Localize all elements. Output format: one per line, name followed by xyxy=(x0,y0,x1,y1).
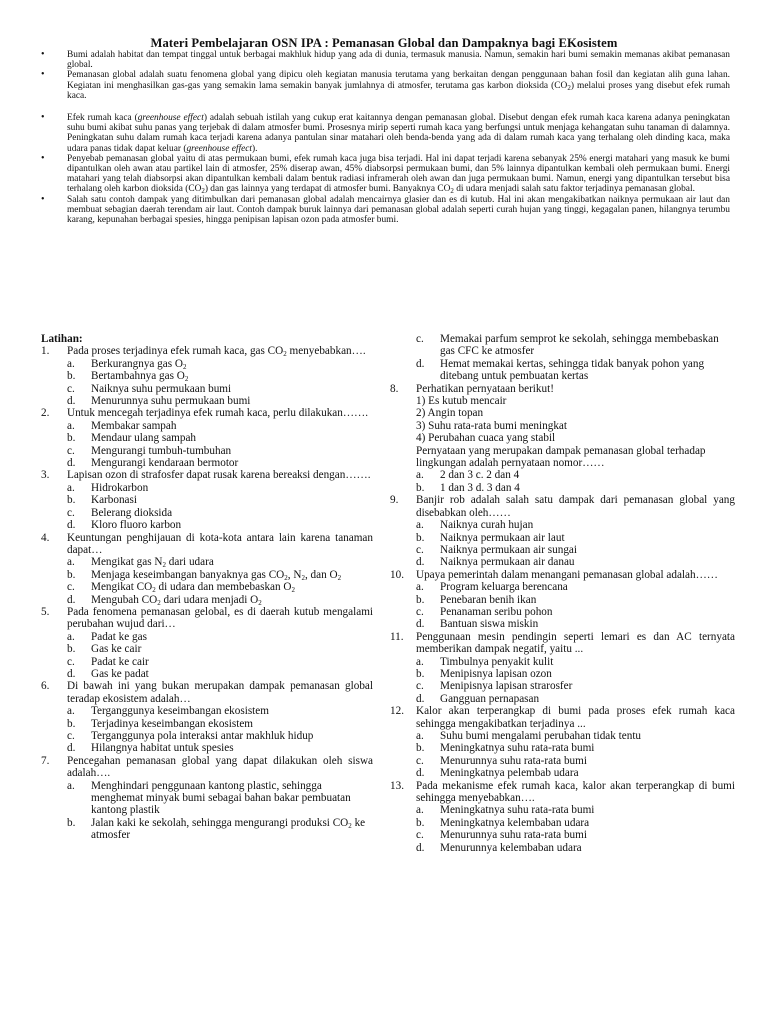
question-number: 1. xyxy=(41,345,50,358)
option-text: Jalan kaki ke sekolah, sehingga mengurangi produksi $CO_2$ ke atmosfer xyxy=(91,816,366,842)
option-text: Memakai parfum semprot ke sekolah, sehingga membebaskan gas CFC ke atmosfer xyxy=(440,333,719,358)
option-letter: a. xyxy=(416,581,424,594)
answer-option xyxy=(41,569,373,581)
option-letter: a. xyxy=(416,730,424,742)
option-text: Program keluarga berencana xyxy=(440,581,568,594)
answer-option xyxy=(41,395,373,407)
bullet-paragraph: • Pemanasan global adalah suatu fenomena global yang dipicu oleh kegiatan manusia terutama yang berkaitan dengan penggunaan bahan fosil dan kegiatan alih guna lahan. Kegiatan ini menghasilkan gas-gas yang semakin lama semakin banyak jumlahnya di atmosfer, terutama gas karbon dioksida $(CO_2)$ melalui proses yang disebut efek rumah kaca. xyxy=(40,70,730,101)
answer-option xyxy=(390,519,735,531)
material-bullet-list xyxy=(40,50,730,225)
answer-option xyxy=(41,668,373,680)
option-text: Meningkatnya pelembab udara xyxy=(440,767,579,780)
answer-option xyxy=(41,457,373,469)
question-number: 7. xyxy=(41,754,50,767)
option-letter: a. xyxy=(416,469,424,482)
question-number: 10. xyxy=(390,568,404,581)
answer-option xyxy=(41,643,373,655)
option-text: Mengurangi tumbuh-tumbuhan xyxy=(91,444,232,457)
option-letter: c. xyxy=(416,605,424,618)
option-text: Hidrokarbon xyxy=(91,481,149,494)
answer-option xyxy=(390,618,735,630)
question-text: Lapisan ozon di strafosfer dapat rusak karena bereaksi dengan……. xyxy=(67,469,371,482)
option-letter: b. xyxy=(416,816,425,829)
answer-option xyxy=(41,730,373,742)
option-letter: d. xyxy=(67,742,76,755)
question-item xyxy=(41,469,373,481)
answer-option xyxy=(390,556,735,568)
answer-option xyxy=(41,445,373,457)
question-text: Banjir rob adalah salah satu dampak dari pemanasan global yang disebabkan oleh…… xyxy=(416,494,735,519)
answer-option xyxy=(41,420,373,432)
question-item xyxy=(390,705,735,730)
option-text: Bertambahnya gas $O_2$ xyxy=(91,370,189,384)
answer-option xyxy=(390,482,735,494)
option-text: Kloro fluoro karbon xyxy=(91,519,182,532)
option-text: Berkurangnya gas $O_2$ xyxy=(91,357,187,371)
option-text: Membakar sampah xyxy=(91,419,177,432)
question-text: Keuntungan penghijauan di kota-kota antara lain karena tanaman dapat… xyxy=(67,531,373,556)
option-letter: c. xyxy=(416,754,424,767)
option-letter: c. xyxy=(416,680,424,693)
option-letter: d. xyxy=(67,395,76,408)
option-text: Mengubah $CO_2$ dari udara menjadi $O_2$ xyxy=(91,593,262,607)
statement-line: 1) Es kutub mencair xyxy=(416,395,507,408)
option-text: Gas ke padat xyxy=(91,667,149,680)
question-item xyxy=(41,532,373,557)
question-item xyxy=(41,755,373,780)
option-text: Terjadinya keseimbangan ekosistem xyxy=(91,717,254,730)
question-text: Kalor akan terperangkap di bumi pada proses efek rumah kaca sehingga mengakibatkan terjadinya ... xyxy=(416,705,735,730)
answer-option xyxy=(390,767,735,779)
option-letter: c. xyxy=(67,730,75,742)
question-number: 12. xyxy=(390,705,404,718)
option-letter: a. xyxy=(67,481,75,494)
answer-option xyxy=(41,631,373,643)
option-text: Padat ke cair xyxy=(91,655,149,668)
question-item xyxy=(390,780,735,805)
option-letter: b. xyxy=(416,742,425,755)
answer-option xyxy=(41,780,373,817)
option-letter: c. xyxy=(416,829,424,842)
answer-option xyxy=(390,358,735,383)
option-letter: c. xyxy=(67,655,75,668)
option-letter: a. xyxy=(67,779,75,792)
option-text: Mengikat gas $N_2$ dari udara xyxy=(91,556,214,570)
option-text: Mendaur ulang sampah xyxy=(91,432,197,445)
option-letter: b. xyxy=(67,568,76,581)
option-letter: b. xyxy=(67,370,76,383)
option-text: Menurunnya kelembaban udara xyxy=(440,841,582,854)
answer-option xyxy=(390,594,735,606)
option-letter: d. xyxy=(416,692,425,705)
answer-option xyxy=(390,680,735,692)
option-text: Naiknya permukaan air laut xyxy=(440,531,565,544)
bullet-paragraph: • Bumi adalah habitat dan tempat tinggal untuk berbagai makhluk hidup yang ada di dunia, termasuk manusia. Namun, semakin hari bumi semakin memanas akibat pemanasan global. xyxy=(40,50,730,70)
option-letter: d. xyxy=(416,841,425,854)
answer-option xyxy=(390,544,735,556)
option-letter: b. xyxy=(416,481,425,494)
option-letter: c. xyxy=(416,333,424,345)
option-letter: d. xyxy=(67,519,76,532)
option-text: Terganggunya pola interaksi antar makhluk hidup xyxy=(91,730,314,742)
option-text: Karbonasi xyxy=(91,494,137,507)
answer-option xyxy=(41,519,373,531)
question-prompt: Pernyataan yang merupakan dampak pemanasan global terhadap lingkungan adalah pernyataan nomor…… xyxy=(416,444,706,470)
option-text: 2 dan 3 c. 2 dan 4 xyxy=(440,469,520,482)
option-text: Suhu bumi mengalami perubahan tidak tentu xyxy=(440,730,642,742)
answer-option xyxy=(390,742,735,754)
question-number: 3. xyxy=(41,469,50,482)
option-letter: a. xyxy=(67,357,75,370)
answer-option xyxy=(41,817,373,842)
option-text: Timbulnya penyakit kulit xyxy=(440,655,554,668)
statement-line: 2) Angin topan xyxy=(416,407,484,420)
answer-option xyxy=(390,730,735,742)
option-letter: d. xyxy=(416,767,425,780)
question-item xyxy=(41,606,373,631)
question-text: Upaya pemerintah dalam menangani pemanasan global adalah…… xyxy=(416,568,718,581)
answer-option xyxy=(390,804,735,816)
question-number: 11. xyxy=(390,630,404,643)
answer-option xyxy=(41,594,373,606)
option-text: Menjaga keseimbangan banyaknya gas $CO_2$, $N_2$, dan $O_2$ xyxy=(91,568,342,582)
option-letter: a. xyxy=(416,655,424,668)
question-text: Perhatikan pernyataan berikut! xyxy=(416,382,554,395)
option-text: Meningkatnya kelembaban udara xyxy=(440,816,590,829)
option-letter: d. xyxy=(416,556,425,569)
option-letter: c. xyxy=(67,444,75,457)
option-text: Padat ke gas xyxy=(91,630,147,643)
answer-option xyxy=(390,581,735,593)
option-text: Penebaran benih ikan xyxy=(440,593,537,606)
option-text: Belerang dioksida xyxy=(91,506,173,519)
answer-option xyxy=(41,742,373,754)
question-number: 2. xyxy=(41,407,50,420)
answer-option xyxy=(41,581,373,593)
exercise-column-left xyxy=(41,333,373,842)
bullet-paragraph: • Efek rumah kaca (greenhouse effect) adalah sebuah istilah yang cukup erat kaitannya dengan pemanasan global. Disebut dengan efek rumah kaca karena adanya peningkatan suhu bumi akibat suhu panas yang terjebak di dalam atmosfer bumi. Prosesnya mirip seperti rumah kaca yang berfungsi untuk menjaga kehangatan suhu tanaman di dalamnya. Peningkatan suhu dalam rumah kaca terjadi karena adanya pantulan sinar matahari oleh benda-benda yang ada di dalam rumah kaca yang terhalang oleh dinding kaca, maka udara panas tidak dapat keluar (greenhouse effect). xyxy=(40,113,730,154)
option-letter: b. xyxy=(67,432,76,445)
option-letter: a. xyxy=(67,419,75,432)
answer-option xyxy=(390,656,735,668)
option-text: Naiknya permukaan air danau xyxy=(440,556,575,569)
option-letter: b. xyxy=(67,494,76,507)
bullet-paragraph: • Penyebab pemanasan global yaitu di atas permukaan bumi, efek rumah kaca juga bisa terjadi. Hal ini dapat terjadi karena sebanyak 25% energi matahari yang masuk ke bumi dipantulkan oleh awan atau partikel lain di atmosfer, 25% diserap awan, 45% diabsorpsi permukaan bumi, dan 5% lainnya dipantulkan kembali oleh permukaan bumi. Energi matahari yang telah diabsorpsi akan dipantulkan kembali dalam bentuk radiasi inframerah oleh awan dan juga permukaan bumi. Namun, energi yang dipantulkan tersebut bisa terhalang oleh karbon dioksida $(CO_2)$ dan gas lainnya yang terdapat di atmosfer bumi. Banyaknya $CO_2$ di udara menjadi salah satu faktor terjadinya pemanasan global. xyxy=(40,154,730,195)
answer-option xyxy=(41,370,373,382)
answer-option xyxy=(390,842,735,854)
option-letter: a. xyxy=(67,705,75,718)
option-text: Menghindari penggunaan kantong plastic, sehingga menghemat minyak bumi sebagai bahan bakar pembuatan kantong plastik xyxy=(91,779,351,817)
option-letter: d. xyxy=(67,593,76,606)
option-text: Hilangnya habitat untuk spesies xyxy=(91,742,234,755)
option-text: Mengikat $CO_2$ di udara dan membebaskan $O_2$ xyxy=(91,581,295,595)
answer-option xyxy=(390,606,735,618)
question-text: Pada mekanisme efek rumah kaca, kalor akan terperangkap di bumi sehingga menyebabkan…. xyxy=(416,779,735,805)
answer-option xyxy=(41,482,373,494)
option-letter: c. xyxy=(67,581,75,594)
exercise-column-right xyxy=(390,333,735,854)
answer-option xyxy=(390,693,735,705)
option-text: Meningkatnya suhu rata-rata bumi xyxy=(440,804,595,817)
answer-option xyxy=(390,829,735,841)
question-text: Di bawah ini yang bukan merupakan dampak pemanasan global teradap ekosistem adalah… xyxy=(67,680,373,705)
question-number: 13. xyxy=(390,779,404,792)
option-text: Gas ke cair xyxy=(91,643,142,656)
question-item xyxy=(390,494,735,519)
question-text: Pencegahan pemanasan global yang dapat dilakukan oleh siswa adalah…. xyxy=(67,754,373,780)
option-letter: b. xyxy=(67,717,76,730)
statement-line: 3) Suhu rata-rata bumi meningkat xyxy=(416,419,567,432)
question-item xyxy=(390,383,735,395)
option-text: Naiknya permukaan air sungai xyxy=(440,543,577,556)
statement-line: 4) Perubahan cuaca yang stabil xyxy=(416,432,556,445)
option-text: Menurunnya suhu rata-rata bumi xyxy=(440,754,587,767)
option-letter: c. xyxy=(67,506,75,519)
question-text: Pada fenomena pemanasan gelobal, es di daerah kutub mengalami perubahan wujud dari… xyxy=(67,605,373,631)
answer-option xyxy=(390,817,735,829)
question-text: Penggunaan mesin pendingin seperti lemari es dan AC ternyata memberikan dampak negatif, yaitu ... xyxy=(416,630,735,656)
option-letter: d. xyxy=(416,357,425,370)
option-letter: a. xyxy=(416,519,424,532)
option-text: Naiknya curah hujan xyxy=(440,519,534,532)
question-item xyxy=(390,631,735,656)
option-text: Gangguan pernapasan xyxy=(440,692,540,705)
question-number: 9. xyxy=(390,494,399,507)
answer-option xyxy=(41,705,373,717)
answer-option xyxy=(41,656,373,668)
answer-option xyxy=(390,333,735,358)
option-letter: d. xyxy=(67,667,76,680)
answer-option xyxy=(390,755,735,767)
option-letter: b. xyxy=(416,667,425,680)
option-letter: c. xyxy=(416,543,424,556)
question-item xyxy=(390,569,735,581)
option-text: Menurunnya suhu permukaan bumi xyxy=(91,395,251,408)
option-text: 1 dan 3 d. 3 dan 4 xyxy=(440,481,520,494)
option-text: Penanaman seribu pohon xyxy=(440,605,553,618)
answer-option xyxy=(41,507,373,519)
option-text: Naiknya suhu permukaan bumi xyxy=(91,382,232,395)
option-letter: a. xyxy=(67,630,75,643)
option-text: Menipisnya lapisan strarosfer xyxy=(440,680,573,693)
answer-option xyxy=(390,668,735,680)
option-letter: a. xyxy=(416,804,424,817)
option-letter: b. xyxy=(67,816,76,829)
option-text: Hemat memakai kertas, sehingga tidak banyak pohon yang ditebang untuk pembuatan kertas xyxy=(440,357,705,383)
option-text: Terganggunya keseimbangan ekosistem xyxy=(91,705,269,718)
bullet-paragraph: • Salah satu contoh dampak yang ditimbulkan dari pemanasan global adalah mencairnya glasier dan es di kutub. Hal ini akan mengakibatkan naiknya permukaan air laut dan membuat sebagian daerah terendam air laut. Contoh dampak buruk lainnya dari pemanasan global adalah seperti curah hujan yang tinggi, kegagalan panen, hilangnya terumbu karang, kepunahan berbagai spesies, hingga penipisan lapisan ozon pada atmosfer bumi. xyxy=(40,195,730,226)
answer-option xyxy=(41,383,373,395)
answer-option xyxy=(390,469,735,481)
option-text: Menipisnya lapisan ozon xyxy=(440,667,552,680)
option-letter: d. xyxy=(67,457,76,470)
option-letter: b. xyxy=(416,593,425,606)
question-item xyxy=(41,345,373,357)
page-title: Materi Pembelajaran OSN IPA : Pemanasan Global dan Dampaknya bagi EKosistem xyxy=(150,36,618,50)
question-item xyxy=(41,407,373,419)
answer-option xyxy=(41,358,373,370)
question-item xyxy=(41,680,373,705)
latihan-heading: Latihan: xyxy=(41,333,83,345)
option-text: Menurunnya suhu rata-rata bumi xyxy=(440,829,587,842)
option-letter: a. xyxy=(67,556,75,569)
option-letter: b. xyxy=(67,643,76,656)
answer-option xyxy=(41,432,373,444)
question-text: Untuk mencegah terjadinya efek rumah kaca, perlu dilakukan……. xyxy=(67,407,369,420)
question-number: 6. xyxy=(41,680,50,693)
option-text: Bantuan siswa miskin xyxy=(440,618,539,631)
answer-option xyxy=(41,494,373,506)
answer-option xyxy=(390,532,735,544)
question-number: 5. xyxy=(41,605,50,618)
question-number: 4. xyxy=(41,531,50,544)
option-letter: c. xyxy=(67,382,75,395)
option-letter: b. xyxy=(416,531,425,544)
option-text: Meningkatnya suhu rata-rata bumi xyxy=(440,742,595,755)
question-text: Pada proses terjadinya efek rumah kaca, gas $CO_2$ menyebabkan…. xyxy=(67,345,366,359)
option-letter: d. xyxy=(416,618,425,631)
option-text: Mengurangi kendaraan bermotor xyxy=(91,457,239,470)
answer-option xyxy=(41,556,373,568)
answer-option xyxy=(41,718,373,730)
question-number: 8. xyxy=(390,382,399,395)
